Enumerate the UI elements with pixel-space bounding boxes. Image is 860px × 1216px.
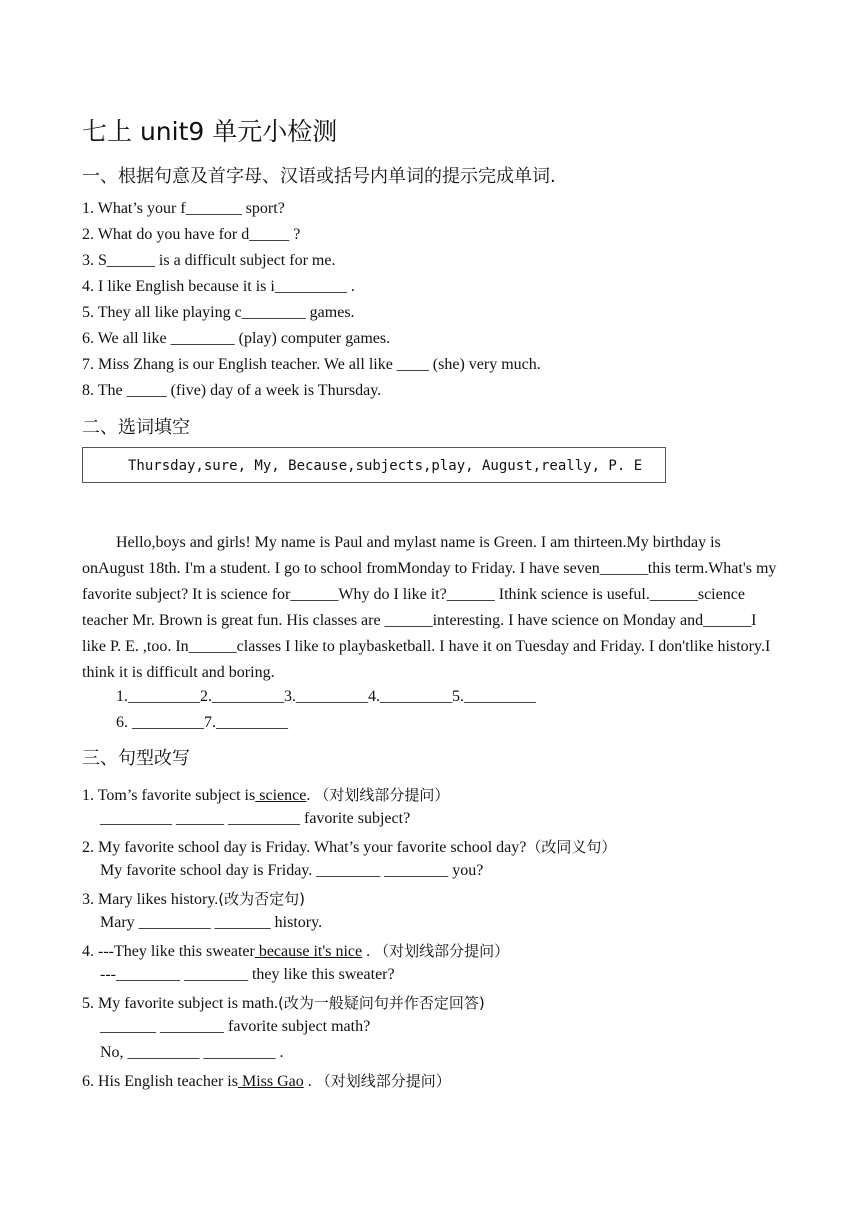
s3-q6-underlined: Miss Gao	[237, 1073, 304, 1090]
s1-item-7: 7. Miss Zhang is our English teacher. We all like ____ (she) very much.	[82, 356, 541, 373]
s3-q2	[82, 836, 616, 857]
s3-q5-note: (改为一般疑问句并作否定回答)	[277, 994, 485, 1012]
s3-q4-note: （对划线部分提问）	[374, 942, 510, 960]
s3-q6-before: 6. His English teacher is	[82, 1073, 238, 1090]
page-title: 七上 unit9 单元小检测	[82, 117, 338, 146]
s3-q1-underlined: science	[255, 787, 307, 804]
section1-heading: 一、根据句意及首字母、汉语或括号内单词的提示完成单词.	[82, 166, 556, 187]
s1-item-2: 2. What do you have for d_____ ?	[82, 226, 301, 243]
section2-heading: 二、选词填空	[82, 417, 190, 438]
s3-q6-after: .	[303, 1073, 316, 1090]
s3-q2-text: 2. My favorite school day is Friday. What’s your favorite school day?	[82, 839, 527, 856]
s3-q1-answer: _________ ______ _________ favorite subject?	[100, 810, 411, 827]
cloze-passage: Hello,boys and girls! My name is Paul and mylast name is Green. I am thirteen.My birthday is onAugust 18th. I'm a student. I go to school fromMonday to Friday. I have seven______this term.What's my favorite subject? It is science for______Why do I like it?______ Ithink science is useful.______science teacher Mr. Brown is great fun. His classes are ______interesting. I have science on Monday and______I like P. E. ,too. In______classes I like to playbasketball. I have it on Tuesday and Friday. I don'tlike history.I think it is difficult and boring.	[82, 534, 777, 681]
s3-q4	[82, 940, 509, 961]
s1-item-1: 1. What’s your f_______ sport?	[82, 200, 285, 217]
s3-q5-answer: _______ ________ favorite subject math?	[100, 1018, 371, 1035]
section3-heading: 三、句型改写	[82, 748, 190, 769]
s3-q6-note: （对划线部分提问）	[315, 1072, 451, 1090]
s3-q3-note: (改为否定句)	[218, 890, 305, 908]
s3-q5-text: 5. My favorite subject is math.	[82, 995, 278, 1012]
s3-q3-answer: Mary _________ _______ history.	[100, 914, 323, 931]
s3-q1-note: （对划线部分提问）	[314, 786, 450, 804]
s1-item-6: 6. We all like ________ (play) computer games.	[82, 330, 391, 347]
s3-q3	[82, 888, 305, 909]
answer-row-2: 6. _________7._________	[116, 714, 288, 731]
word-bank: Thursday,sure, My, Because,subjects,play, August,really, P. E	[128, 458, 643, 474]
s3-q3-text: 3. Mary likes history.	[82, 891, 219, 908]
s3-q2-note: （改同义句）	[526, 838, 617, 856]
s3-q1	[82, 784, 449, 805]
answer-row-1: 1._________2._________3._________4._________5._________	[116, 688, 536, 705]
s1-item-5: 5. They all like playing c________ games.	[82, 304, 355, 321]
s3-q5-answer2: No, _________ _________ .	[100, 1044, 284, 1061]
s1-item-3: 3. S______ is a difficult subject for me.	[82, 252, 336, 269]
word-bank-box	[82, 447, 666, 483]
s3-q6	[82, 1070, 451, 1091]
s3-q4-underlined: because it's nice	[254, 943, 363, 960]
s3-q4-before: 4. ---They like this sweater	[82, 943, 255, 960]
s3-q4-answer: ---________ ________ they like this sweater?	[100, 966, 395, 983]
s1-item-4: 4. I like English because it is i_________ .	[82, 278, 355, 295]
s3-q5	[82, 992, 485, 1013]
s3-q1-after: .	[306, 787, 315, 804]
s1-item-8: 8. The _____ (five) day of a week is Thursday.	[82, 382, 382, 399]
s3-q2-answer: My favorite school day is Friday. ________ ________ you?	[100, 862, 484, 879]
s3-q1-before: 1. Tom’s favorite subject is	[82, 787, 256, 804]
s3-q4-after: .	[362, 943, 375, 960]
